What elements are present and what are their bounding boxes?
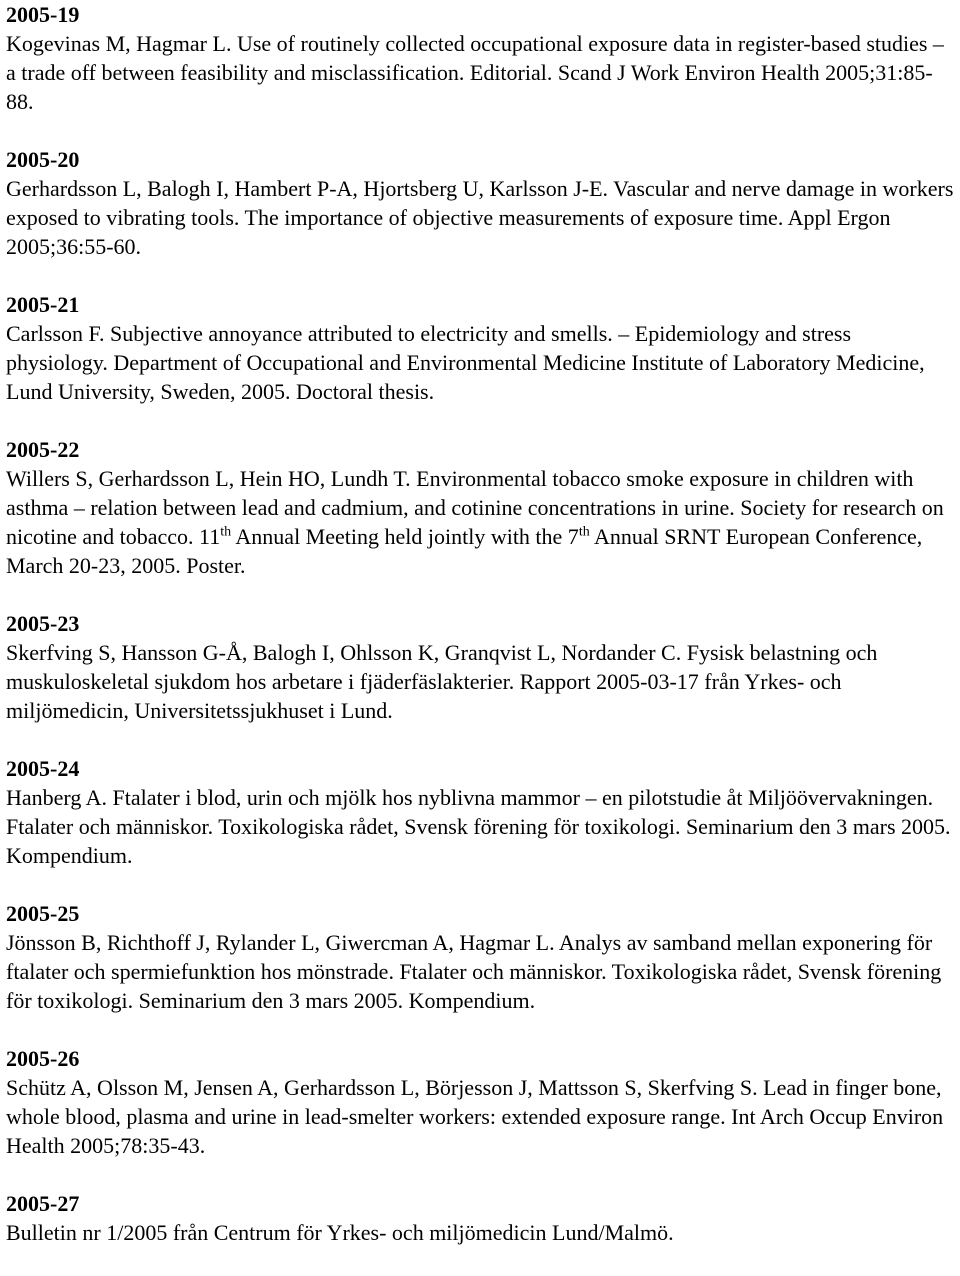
entry-citation: Schütz A, Olsson M, Jensen A, Gerhardsson L, Börjesson J, Mattsson S, Skerfving S. Lead in finger bone, whole blood, plasma and urine in lead-smelter workers: extended exposure range. Int Arch Occup Environ Health 2005;78:35-43. [6, 1075, 944, 1158]
entry-citation: Bulletin nr 1/2005 från Centrum för Yrkes- och miljömedicin Lund/Malmö. [6, 1220, 674, 1245]
publication-entry [6, 899, 954, 1015]
entry-id: 2005-26 [6, 1046, 80, 1071]
entry-id: 2005-19 [6, 2, 80, 27]
entry-citation: Skerfving S, Hansson G-Å, Balogh I, Ohlsson K, Granqvist L, Nordander C. Fysisk belastning och muskuloskeletal sjukdom hos arbetare i fjäderfäslakterier. Rapport 2005-03-17 från Yrkes- och miljömedicin, Universitetssjukhuset i Lund. [6, 640, 878, 723]
entry-citation: Kogevinas M, Hagmar L. Use of routinely collected occupational exposure data in register-based studies – a trade off between feasibility and misclassification. Editorial. Scand J Work Environ Health 2005;31:85-88. [6, 31, 944, 114]
entry-id: 2005-24 [6, 756, 80, 781]
publication-entry [6, 609, 954, 725]
entry-id: 2005-22 [6, 437, 80, 462]
entry-id: 2005-23 [6, 611, 80, 636]
publication-entry [6, 0, 954, 116]
entry-citation: Gerhardsson L, Balogh I, Hambert P-A, Hjortsberg U, Karlsson J-E. Vascular and nerve damage in workers exposed to vibrating tools. The importance of objective measurements of exposure time. Appl Ergon 2005;36:55-60. [6, 176, 954, 259]
publication-entry [6, 1189, 954, 1247]
publication-entry [6, 1044, 954, 1160]
entry-id: 2005-25 [6, 901, 80, 926]
entry-citation: Hanberg A. Ftalater i blod, urin och mjölk hos nyblivna mammor – en pilotstudie åt Miljöövervakningen. Ftalater och människor. Toxikologiska rådet, Svensk förening för toxikologi. Seminarium den 3 mars 2005. Kompendium. [6, 785, 951, 868]
entry-citation: Carlsson F. Subjective annoyance attributed to electricity and smells. – Epidemiology and stress physiology. Department of Occupational and Environmental Medicine Institute of Laboratory Medicine, Lund University, Sweden, 2005. Doctoral thesis. [6, 321, 925, 404]
publication-entry [6, 435, 954, 580]
citation-part: Willers S, Gerhardsson L, Hein HO, Lundh T. Environmental tobacco smoke exposure in children with asthma – relation between lead and cadmium, and cotinine concentrations in urine. Society for research on nicotine and tobacco. 11 [6, 466, 944, 549]
ordinal-suffix: th [220, 524, 232, 540]
entry-citation [6, 464, 954, 580]
publication-entry [6, 754, 954, 870]
entry-id: 2005-21 [6, 292, 80, 317]
publication-entry [6, 290, 954, 406]
publication-entry [6, 145, 954, 261]
citation-part: Annual SRNT European Conference, March 20-23, 2005. Poster. [6, 524, 923, 578]
ordinal-suffix: th [578, 524, 590, 540]
entry-citation: Jönsson B, Richthoff J, Rylander L, Giwercman A, Hagmar L. Analys av samband mellan exponering för ftalater och spermiefunktion hos mönstrade. Ftalater och människor. Toxikologiska rådet, Svensk förening för toxikologi. Seminarium den 3 mars 2005. Kompendium. [6, 930, 942, 1013]
entry-id: 2005-27 [6, 1191, 80, 1216]
citation-part: Annual Meeting held jointly with the 7 [231, 524, 579, 549]
entry-id: 2005-20 [6, 147, 80, 172]
